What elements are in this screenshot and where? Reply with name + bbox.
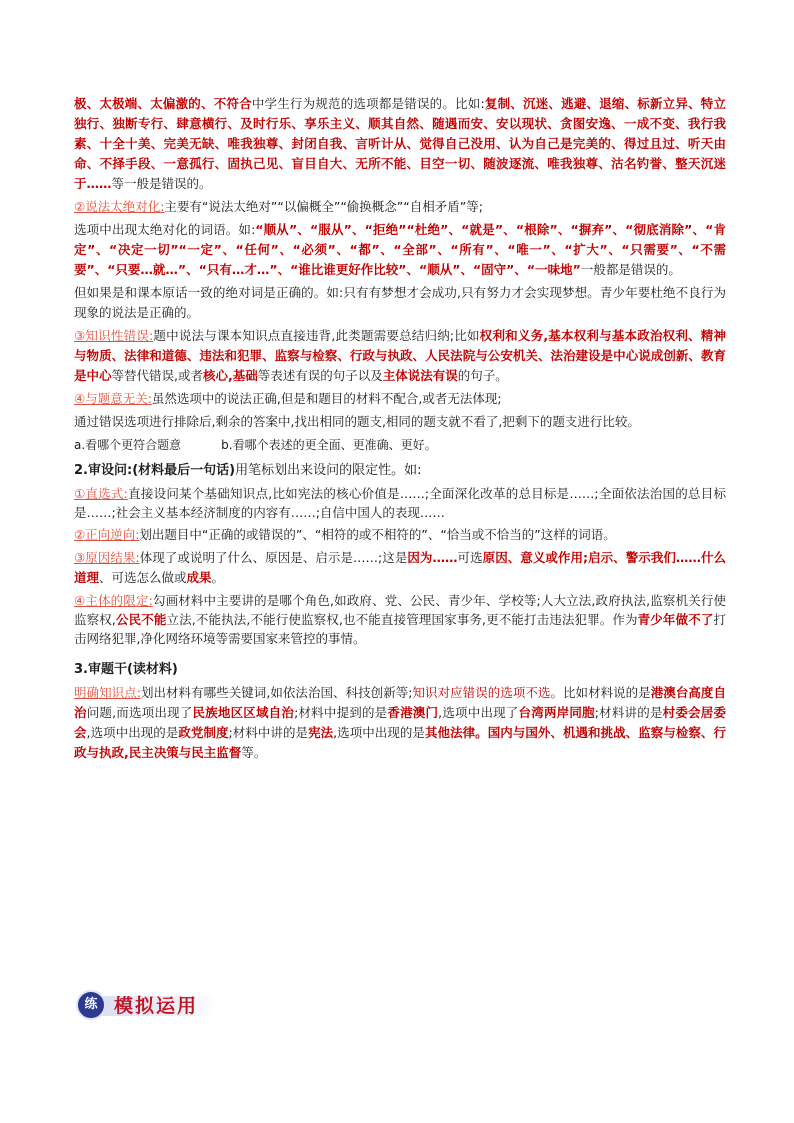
text: 。 xyxy=(211,570,225,585)
paragraph-irrelevant xyxy=(74,389,726,409)
red-text: 政党制度 xyxy=(178,725,229,740)
paragraph-knowledge-error xyxy=(74,326,726,386)
underlined-heading: ②说法太绝对化: xyxy=(74,199,165,214)
text: ;材料讲的是 xyxy=(594,705,663,720)
red-text: 成果 xyxy=(186,570,212,585)
paragraph-direct-choice xyxy=(74,484,726,522)
text: 一般都是错误的。 xyxy=(580,262,681,277)
text: 打击网络犯罪,净化网络环境等需要国家来管控的事情。 xyxy=(74,612,726,646)
document-body xyxy=(74,94,726,766)
text: 的句子。 xyxy=(457,368,508,383)
practice-section-badge xyxy=(76,990,216,1022)
paragraph-cause-effect xyxy=(74,548,726,588)
underlined-heading: ①直选式: xyxy=(74,486,128,501)
red-text: 知识对应错误的选项不选 xyxy=(412,685,551,700)
section-heading-question xyxy=(74,460,726,482)
text: 可选 xyxy=(457,550,483,565)
heading-text: 用笔标划出来设问的限定性。如: xyxy=(235,463,422,478)
paragraph-subject-limit xyxy=(74,591,726,648)
text: ;材料中提到的是 xyxy=(294,705,388,720)
underlined-heading: ②正向逆向: xyxy=(74,527,140,542)
underlined-heading: 明确知识点: xyxy=(74,685,141,700)
text: 等。 xyxy=(241,745,267,760)
red-text: 核心,基础 xyxy=(203,368,258,383)
text: 等表述有误的句子以及 xyxy=(257,368,383,383)
paragraph-absolute-words xyxy=(74,220,726,280)
red-text: 主体说法有误 xyxy=(382,368,458,383)
red-text: 极、太极端、太偏激的、不符合 xyxy=(74,96,252,111)
paragraph-knowledge-point xyxy=(74,683,726,763)
badge-title: 模拟运用 xyxy=(114,995,199,1017)
section-heading-material: 3.审题干(读材料) xyxy=(74,662,178,677)
text: 但如果是和课本原话一致的绝对词是正确的。如:只有有梦想才会成功,只有努力才会实现梦想。青少年要杜绝不良行为现象的说法是正确的。 xyxy=(74,285,726,320)
text: ,选项中出现了 xyxy=(438,705,519,720)
text: 划出材料有哪些关键词,如依法治国、科技创新等; xyxy=(140,685,413,700)
red-text: 权利和义务,基本权利与基本政治权利、精神与物质、法律和道德、违法和犯罪、监察与检察、行政与执政、人民法院与公安机关、法治建设是中心说成创新、教育是中心 xyxy=(74,328,727,383)
paragraph-absolute-statement xyxy=(74,197,726,217)
text: 等一般是错误的。 xyxy=(111,176,212,191)
text: ,选项中出现的是 xyxy=(86,725,179,740)
text: 立法,不能执法,不能行使监察权,也不能直接管理国家事务,更不能打击违法犯罪。作为 xyxy=(166,612,638,627)
red-text: 港澳台高度自治 xyxy=(74,685,726,720)
heading-number: 2.审设问: xyxy=(74,463,133,478)
red-text: “顺从”、“服从”、“拒绝”“杜绝”、“就是”、“根除”、“摒弃”、“彻底消除”、“肯定”、“决定一切”“一定”、“任何”、“必须”、“都”、“全部”、“所有”、“唯一”、“扩大”、“只需要”、“不需要”、“只要…就…”、“只有…才…”、“谁比谁更好作比较”、“顺从”、“固守”、“一味地” xyxy=(74,222,726,277)
paragraph-extreme-options xyxy=(74,94,726,194)
red-text: 香港澳门 xyxy=(387,705,439,720)
red-text: 青少年做不了 xyxy=(637,612,714,627)
text: 虽然选项中的说法正确,但是和题目的材料不配合,或者无法体现; xyxy=(151,391,502,406)
paragraph-positive-negative xyxy=(74,525,726,545)
underlined-heading: ③知识性错误: xyxy=(74,328,154,343)
underlined-heading: ③原因结果: xyxy=(74,550,140,565)
text: 问题,而选项出现了 xyxy=(86,705,193,720)
text: 中学生行为规范的选项都是错误的。比如: xyxy=(251,96,485,111)
red-text: 宪法 xyxy=(308,725,334,740)
text: 题中说法与课本知识点直接违背,此类题需要总结归纳;比如 xyxy=(153,328,480,343)
text: 主要有“说法太绝对”“以偏概全”“偷换概念”“自相矛盾”等; xyxy=(164,199,483,214)
red-text: 民族地区区域自治 xyxy=(192,705,295,720)
text: ;材料中讲的是 xyxy=(228,725,309,740)
red-text: 台湾两岸同胞 xyxy=(518,705,595,720)
red-text: 原因、意义或作用;启示、警示我们……什么道理 xyxy=(74,550,726,585)
text: 划出题目中“正确的或错误的”、“相符的或不相符的”、“恰当或不恰当的”这样的词语。 xyxy=(139,527,616,542)
red-text: 复制、沉迷、逃避、退缩、标新立异、特立独行、独断专行、肆意横行、及时行乐、享乐主义、顺其自然、随遇而安、安以现状、贪图安逸、一成不变、我行我素、十全十美、完美无缺、唯我独尊、封闭自我、言听计从、觉得自己没用、认为自己是完美的、得过且过、听天由命、不择手段、一意孤行、固执己见、盲目自大、无所不能、目空一切、随波逐流、唯我独尊、沽名钓誉、整天沉迷于…… xyxy=(74,96,726,191)
text: 勾画材料中主要讲的是哪个角色,如政府、党、公民、青少年、学校等;人大立法,政府执法,监察机关行使监察权, xyxy=(74,593,727,627)
text: 直接设问某个基础知识点,比如宪法的核心价值是……;全面深化改革的总目标是……;全面依法治国的总目标是……;社会主义基本经济制度的内容有……;自信中国人的表现…… xyxy=(74,486,726,520)
text: 、可选怎么做或 xyxy=(99,570,187,585)
red-text: 其他法律。国内与国外、机遇和挑战、监察与检察、行政与执政,民主决策与民主监督 xyxy=(74,725,726,760)
underlined-heading: ④主体的限定: xyxy=(74,593,153,608)
text: 选项中出现太绝对化的词语。如: xyxy=(74,222,256,237)
heading-note: (材料最后一句话) xyxy=(132,463,236,478)
option-a: a.看哪个更符合题意 xyxy=(74,438,182,452)
text: 等替代错误,或者 xyxy=(111,368,203,383)
text: ,选项中出现的是 xyxy=(333,725,425,740)
text: 体现了或说明了什么、原因是、启示是……;这是 xyxy=(139,550,408,565)
text: 。比如材料说的是 xyxy=(550,685,651,700)
red-text: 村委会居委会 xyxy=(74,705,726,740)
comparison-options xyxy=(74,434,726,456)
red-text: 因为…… xyxy=(407,550,458,565)
text: 通过错误选项进行排除后,剩余的答案中,找出相同的题支,相同的题支就不看了,把剩下的题支进行比较。 xyxy=(74,414,640,429)
underlined-heading: ④与题意无关: xyxy=(74,391,152,406)
practice-icon: 练 xyxy=(76,990,106,1020)
option-b: b.看哪个表述的更全面、更准确、更好。 xyxy=(221,438,437,452)
paragraph-exception xyxy=(74,283,726,323)
red-text: 公民不能 xyxy=(115,612,167,627)
paragraph-elimination xyxy=(74,412,726,431)
